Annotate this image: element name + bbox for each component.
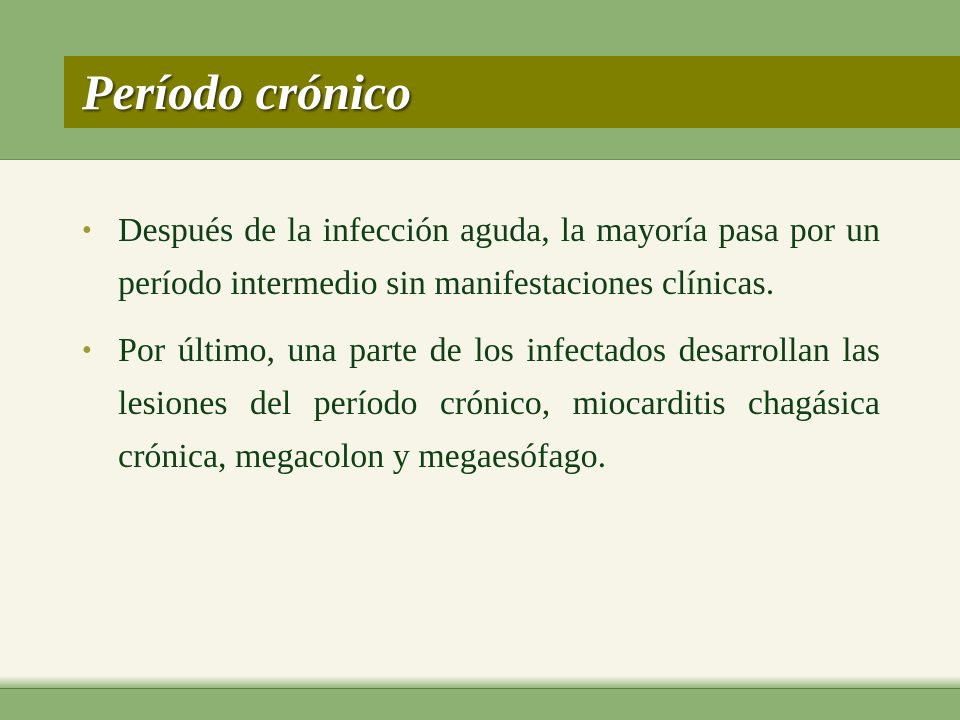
bullet-icon: •	[82, 215, 92, 246]
slide-title: Período crónico	[82, 64, 412, 120]
bullet-item	[80, 324, 880, 483]
bullet-icon: •	[82, 335, 92, 366]
bullet-item	[80, 204, 880, 310]
footer-band	[0, 688, 960, 720]
slide-body	[80, 204, 880, 497]
bullet-text: Por último, una parte de los infectados desarrollan las lesiones del período crónico, miocarditis chagásica crónica, megacolon y megaesófago.	[118, 332, 880, 475]
footer-shadow	[0, 676, 960, 688]
title-bar	[64, 56, 960, 128]
bullet-text: Después de la infección aguda, la mayoría pasa por un período intermedio sin manifestaciones clínicas.	[118, 212, 880, 302]
header-band	[0, 0, 960, 160]
